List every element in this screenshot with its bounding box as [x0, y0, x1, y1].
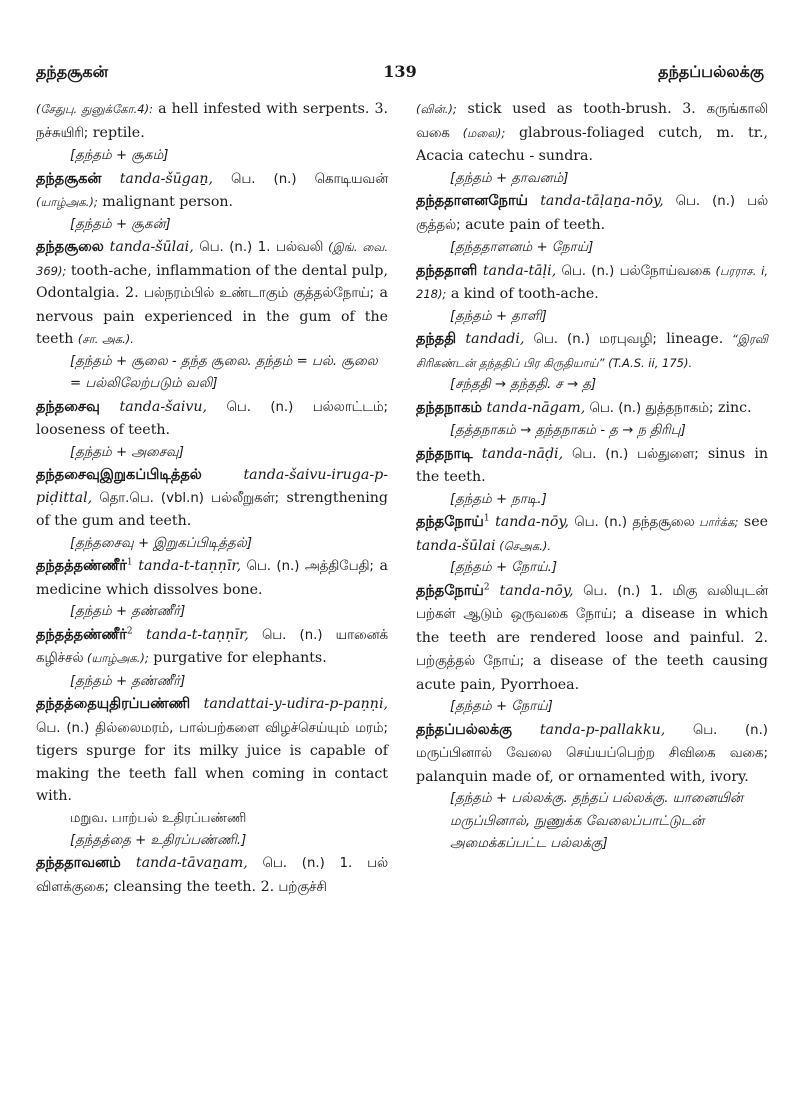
dictionary-entry: தந்தத்தையுதிரப்பண்ணி tandattai-y-udira-p-paṇṇi, பெ. (n.) தில்லைமரம், பால்பற்களை விழச்செய்யும் மரம்; tigers spurge for its milky juice is capable of making the teeth fall when coming in contact with. — [36, 696, 388, 804]
dictionary-entry: தந்தப்பல்லக்கு tanda-p-pallakku, பெ. (n.) மருப்பினால் வேலை செய்யப்பெற்ற சிவிகை வகை; palanquin made of, or ornamented with, ivory. — [416, 721, 768, 785]
headword: தந்ததி — [416, 331, 457, 347]
etymology: [தந்தம் + தாளி] — [450, 308, 547, 324]
etymology: [தத்தநாகம் → தந்தநாகம் - த → ந திரிபு] — [450, 423, 686, 438]
dictionary-entry-continued: (சேதுபு. துனுக்கோ.4): a hell infested with serpents. 3. நச்சுயிரி; reptile. — [36, 101, 388, 141]
etymology: [தந்தம் + தண்ணீர்] — [70, 604, 186, 619]
headword: தந்தசைவுஇறுகப்பிடித்தல் — [36, 467, 202, 483]
etymology: [தந்தம் + சூகன்] — [70, 216, 171, 232]
dictionary-entry: தந்ததாளனநோய் tanda-tāḷaṉa-nōy, பெ. (n.) பல் குத்தல்; acute pain of teeth. — [416, 193, 768, 233]
etymology: [தந்தத்தை + உதிரப்பண்ணி.] — [70, 832, 247, 848]
headword: தந்தசூகன் — [36, 170, 102, 187]
synonym-note: மறுவ. பாற்பல் உதிரப்பண்ணி — [70, 810, 247, 826]
dictionary-entry: தந்தசைவு tanda-šaivu, பெ. (n.) பல்லாட்டம்; looseness of teeth. — [36, 398, 388, 438]
headword: தந்தநாகம் — [416, 399, 483, 416]
header-right-guideword: தந்தப்பல்லக்கு — [658, 62, 764, 81]
headword: தந்ததாளி — [416, 262, 478, 279]
dictionary-entry: தந்தநோய்$^1$ tanda-nōy, பெ. (n.) தந்தசூலை பார்க்க; see tanda-šūlai (செஅக.). — [416, 513, 769, 554]
etymology: [தந்தம் + அசைவு] — [70, 444, 184, 460]
etymology: [தந்தம் + சூலை - தந்த சூலை. தந்தம் = பல். சூலை = பல்லிலேற்படும் வலி] — [70, 353, 378, 391]
etymology: [தந்தம் + பல்லக்கு. தந்தப் பல்லக்கு. யானையின் மருப்பினால், நுணுக்க வேலைப்பாட்டுடன் அமைக்கப்பட்ட பல்லக்கு] — [450, 791, 744, 851]
headword: தந்தத்தண்ணீர் — [36, 626, 127, 643]
headword: தந்தநோய் — [416, 514, 484, 530]
header-left-guideword: தந்தசூகன் — [36, 62, 109, 81]
left-column — [36, 98, 388, 899]
dictionary-entry: தந்தசூலை tanda-šūlai, பெ. (n.) 1. பல்வலி (இங். வை. 369); tooth-ache, inflammation of the dental pulp, Odontalgia. 2. பல்நரம்பில் உண்டாகும் குத்தல்நோய்; a nervous pain experienced in the gum of the teeth (சா. அக.). — [36, 239, 388, 347]
etymology: [தந்தம் + நாடி.] — [450, 491, 547, 507]
headword: தந்தப்பல்லக்கு — [416, 721, 512, 738]
right-column — [416, 98, 768, 856]
dictionary-entry: தந்தத்தண்ணீர்$^1$ tanda-t-taṇṇīr, பெ. (n.) அத்திபேதி; a medicine which dissolves bone. — [36, 557, 388, 598]
etymology: [தந்ததாளனம் + நோய்] — [450, 240, 594, 255]
dictionary-entry: தந்தசூகன் tanda-šūgaṉ, பெ. (n.) கொடியவன் (யாழ்அக.); malignant person. — [36, 170, 388, 210]
etymology: [தந்தம் + நோய்] — [450, 699, 553, 714]
dictionary-entry: தந்ததி tandadi, பெ. (n.) மரபுவழி; lineage. “இரவி சிரிகண்டன் தந்ததிப் பிர கிருதியாய்” (T.A.S. ii, 175). — [416, 331, 768, 370]
headword: தந்தநோய் — [416, 582, 484, 599]
headword: தந்தசூலை — [36, 239, 104, 255]
etymology: [சந்ததி → தந்ததி. ச → த] — [450, 377, 597, 392]
dictionary-entry: தந்ததாளி tanda-tāḷi, பெ. (n.) பல்நோய்வகை (பரராச. i, 218); a kind of tooth-ache. — [416, 262, 768, 302]
dictionary-entry: தந்தநாகம் tanda-nāgam, பெ. (n.) துத்தநாகம்; zinc. — [416, 399, 752, 416]
headword: தந்ததாவனம் — [36, 855, 121, 871]
dictionary-entry: தந்ததாவனம் tanda-tāvaṉam, பெ. (n.) 1. பல் விளக்குகை; cleansing the teeth. 2. பற்குச்சி — [36, 855, 389, 895]
headword: தந்ததாளனநோய் — [416, 193, 528, 209]
etymology: [தந்தசைவு + இறுகப்பிடித்தல்] — [70, 535, 253, 551]
headword: தந்தசைவு — [36, 398, 100, 415]
page-number: 139 — [383, 62, 417, 81]
etymology: [தந்தம் + நோய்.] — [450, 560, 558, 575]
dictionary-entry: தந்தசைவுஇறுகப்பிடித்தல் tanda-šaivu-iruga-p-piḍittal, தொ.பெ. (vbl.n) பல்லீறுகள்; strengthening of the gum and teeth. — [36, 467, 388, 529]
headword: தந்தத்தையுதிரப்பண்ணி — [36, 696, 191, 712]
etymology: [தந்தம் + தாவனம்] — [450, 170, 569, 186]
dictionary-entry: தந்தத்தண்ணீர்$^2$ tanda-t-taṇṇīr, பெ. (n.) யானைக் கழிச்சல் (யாழ்அக.); purgative for elephants. — [36, 625, 389, 666]
headword: தந்தத்தண்ணீர் — [36, 558, 127, 574]
etymology: [தந்தம் + சூகம்] — [70, 148, 169, 163]
etymology: [தந்தம் + தண்ணீர்] — [70, 673, 186, 689]
dictionary-entry: தந்தநோய்$^2$ tanda-nōy, பெ. (n.) 1. மிகு வலியுடன் பற்கள் ஆடும் ஒருவகை நோய்; a disease in which the teeth are rendered loose and painful. 2. பற்குத்தல் நோய்; a disease of the teeth causing acute pain, Pyorrhoea. — [416, 581, 769, 693]
page-header — [36, 62, 764, 88]
headword: தந்தநாடி — [416, 445, 473, 462]
dictionary-entry: தந்தநாடி tanda-nāḍi, பெ. (n.) பல்துளை; sinus in the teeth. — [416, 445, 768, 485]
dictionary-entry-continued: (வின்.); stick used as tooth-brush. 3. கருங்காலி வகை (மலை); glabrous-foliaged cutch, m. tr., Acacia catechu - sundra. — [416, 101, 769, 164]
